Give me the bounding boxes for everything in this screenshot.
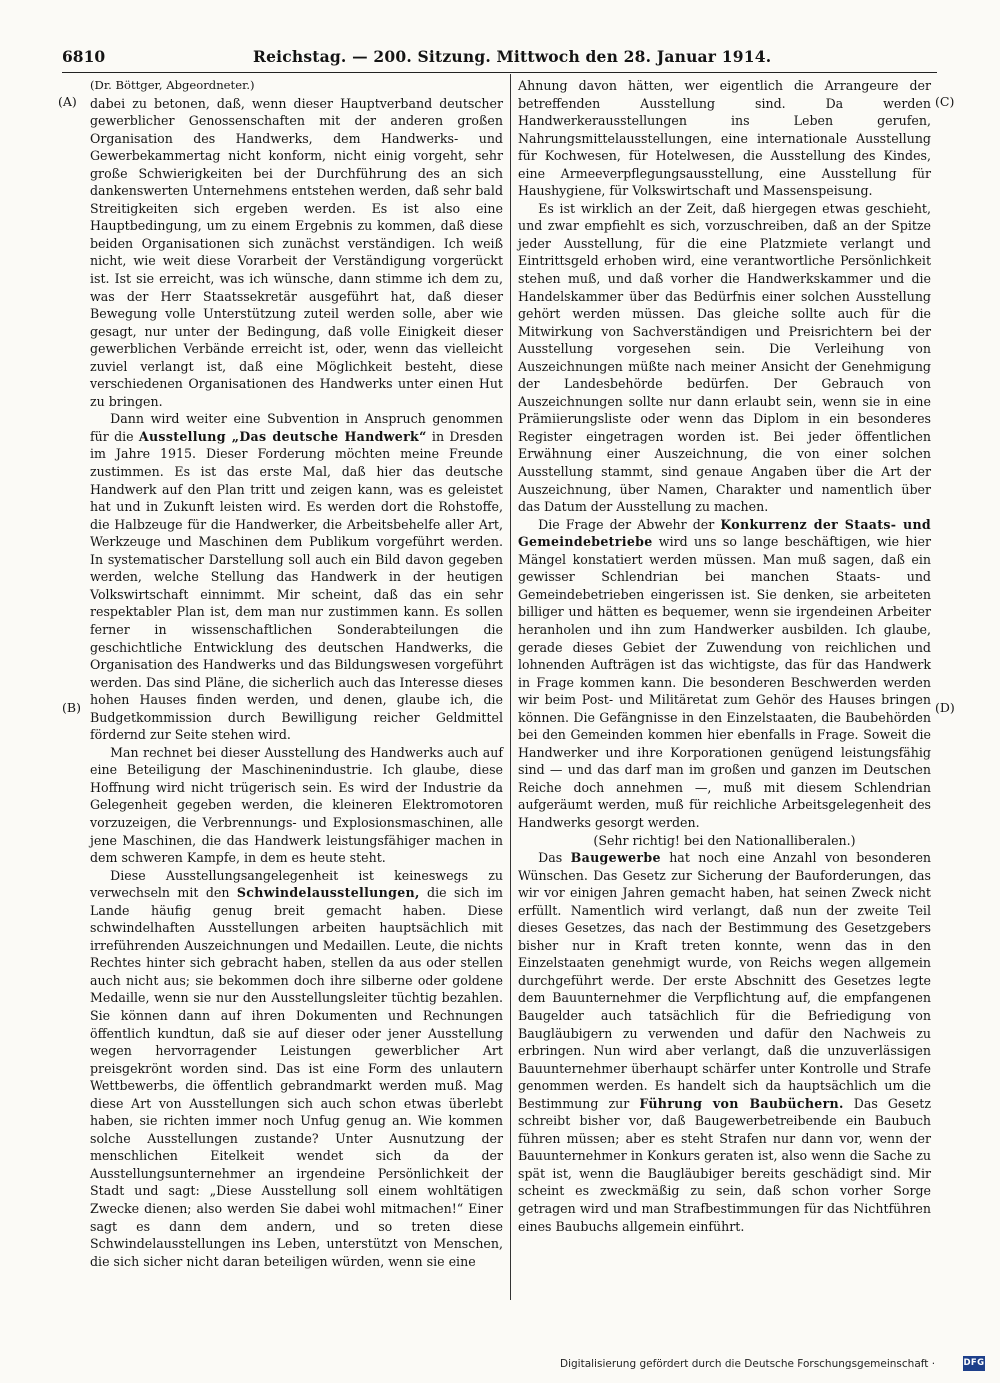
emphasis-swindle-exhibitions: Schwindelausstellungen,: [236, 885, 420, 901]
paragraph: dabei zu betonen, daß, wenn dieser Hauptverband deutscher gewerblicher Genossenschaften mit der anderen großen Organisation des Handwerks, dem Handwerks- und Gewerbekammertag nicht konform, nicht einig vorgeht, sehr große Schwierigkeiten bei der Durchführung des an sich dankenswerten Unternehmens entstehen werden, daß sehr bald Streitigkeiten sich ergeben werden. Es ist also eine Hauptbedingung, um zu einem Ergebnis zu kommen, daß diese beiden Organisationen sich zunächst verständigen. Ich weiß nicht, wie weit diese Vorarbeit der Verständigung vorgerückt ist. Ist sie erreicht, was ich wünsche, dann stimme ich dem zu, was der Herr Staatssekretär ausgeführt hat, daß dieser Bewegung volle Unterstützung zuteil werden solle, aber wie gesagt, nur unter der Bedingung, daß volle Einigkeit dieser gewerblichen Verbände erreicht ist, oder, wenn das vielleicht zuviel verlangt ist, daß eine Möglichkeit besteht, diese verschiedenen Organisationen des Handwerks unter einen Hut zu bringen.: [90, 95, 503, 409]
header-rule: [62, 72, 937, 73]
emphasis-exhibition-title: Ausstellung „Das deutsche Handwerk“: [138, 428, 427, 444]
margin-letter-c: (C): [935, 94, 955, 109]
margin-letter-a: (A): [58, 94, 77, 109]
text-run: wird uns so lange beschäftigen, wie hier Mängel konstatiert werden müssen. Man muß sagen, daß ein gewisser Schlendrian bei manchen Staats- und Gemeindebetrieben eingerissen ist. Sie denken, sie arbeiteten billiger und hätten es bequemer, wenn sie irgendeinen Arbeiter heranholen und ihn zum Handwerker ausbilden. Ich glaube, gerade dieses Gebiet der Zuwendung von reichlichen und lohnenden Aufträgen ist das wichtigste, das für das Handwerk in Frage kommen kann. Die besonderen Beschwerden werden wir beim Post- und Militäretat zum Gehör des Hauses bringen können. Die Gefängnisse in den Einzelstaaten, die Baubehörden bei den Gemeinden kommen hier ebenfalls in Frage. Soweit die Handwerker und ihre Korporationen genügend leistungsfähig sind — und das darf man im großen und ganzen im Deutschen Reiche doch annehmen —, muß mit diesem Schlendrian aufgeräumt werden, muß für reichliche Arbeitsgelegenheit des Handwerks gesorgt werden.: [518, 534, 931, 830]
paragraph: [518, 849, 931, 1235]
paragraph: [90, 867, 503, 1271]
paragraph: Man rechnet bei dieser Ausstellung des Handwerks auch auf eine Beteiligung der Maschinenindustrie. Ich glaube, diese Hoffnung wird nicht trügerisch sein. Es wird der Industrie da Gelegenheit gegeben werden, die kleineren Elektromotoren vorzuzeigen, die Verbrennungs- und Explosionsmaschinen, alle jene Maschinen, die das Handwerk leistungsfähiger machen in dem schweren Kampfe, in dem es heute steht.: [90, 744, 503, 866]
right-column: [518, 77, 931, 1235]
text-run: in Dresden im Jahre 1915. Dieser Forderung möchten meine Freunde zustimmen. Es ist das erste Mal, daß hier das deutsche Handwerk auf den Plan tritt und zeigen kann, was es geleistet hat und in Zukunft leisten wird. Es werden dort die Rohstoffe, die Halbzeuge für die Handwerker, die Arbeitsbehelfe aller Art, Werkzeuge und Maschinen dem Publikum vorgeführt werden. In systematischer Darstellung soll auch ein Bild davon gegeben werden, welche Stellung das Handwerk in der heutigen Volkswirtschaft einnimmt. Mir scheint, daß das ein sehr respektabler Plan ist, dem man nur zustimmen kann. Es sollen ferner in wissenschaftlichen Sonderabteilungen die geschichtliche Entwicklung des deutschen Handwerks, die Organisation des Handwerks und das Bildungswesen vorgeführt werden. Das sind Pläne, die sicherlich auch das Interesse dieses hohen Hauses finden werden, und denen, glaube ich, die Budgetkommission durch Bewilligung reicher Geldmittel fördernd zur Seite stehen wird.: [90, 428, 503, 743]
paragraph: Ahnung davon hätten, wer eigentlich die Arrangeure der betreffenden Ausstellung sind. Da werden Handwerkerausstellungen ins Leben gerufen, Nahrungsmittelausstellungen, eine internationale Ausstellung für Kochwesen, für Hotelwesen, die Ausstellung des Kindes, eine Armeeverpflegungsausstellung, eine Ausstellung für Haushygiene, für Volkswirtschaft und Massenspeisung.: [518, 78, 931, 199]
emphasis-construction-books: Führung von Baubüchern.: [639, 1095, 844, 1111]
page-number: 6810: [62, 47, 106, 66]
page-header: [62, 46, 937, 68]
text-run: Das Gesetz schreibt bisher vor, daß Baugewerbetreibende ein Baubuch führen müssen; aber es steht Strafen nur dann vor, wenn der Bauunternehmer in Konkurs geraten ist, also wenn die Sache zu spät ist, wenn die Baugläubiger bereits geschädigt sind. Mir scheint es zweckmäßig zu sein, daß schon vorher Sorge getragen wird und man Strafbestimmungen für das Nichtführen eines Baubuchs allgemein einführt.: [518, 1095, 931, 1234]
margin-letter-b: (B): [62, 700, 81, 715]
text-run: Das: [538, 850, 571, 866]
footer-credit: [560, 1355, 987, 1373]
text-run: Dann wird weiter eine Subvention in Anspruch genommen für die: [90, 411, 503, 444]
column-divider: [510, 74, 511, 1300]
text-run: Diese Ausstellungsangelegenheit ist keineswegs zu verwechseln mit den: [90, 867, 503, 901]
speaker-note: (Dr. Böttger, Abgeordneter.): [90, 78, 255, 92]
dfg-logo-icon: DFG: [963, 1356, 985, 1371]
text-run: Die Frage der Abwehr der: [538, 516, 721, 532]
paragraph: Es ist wirklich an der Zeit, daß hiergegen etwas geschieht, und zwar empfiehlt es sich, vorzuschreiben, daß an der Spitze jeder Ausstellung, für die eine Platzmiete verlangt und Eintrittsgeld erhoben wird, eine verantwortliche Persönlichkeit stehen muß, und daß vorher die Handwerkskammer und die Handelskammer über das Bedürfnis einer solchen Ausstellung gehört werden müssen. Das gleiche sollte auch für die Mitwirkung von Sachverständigen und Preisrichtern bei der Ausstellung vorgesehen sein. Die Verleihung von Auszeichnungen müßte nach meiner Ansicht der Genehmigung der Landesbehörde bedürfen. Der Gebrauch von Auszeichnungen sollte nur dann erlaubt sein, wenn sie in eine Prämiierungsliste oder wenn das Diplom in ein besonderes Register eingetragen worden ist. Bei jeder öffentlichen Erwähnung einer Auszeichnung, die von einer solchen Ausstellung stammt, sind genaue Angaben über die Art der Auszeichnung, über Namen, Charakter und namentlich über das Datum der Ausstellung zu machen.: [518, 200, 931, 515]
emphasis-state-competition: Konkurrenz der Staats- und Gemeindebetriebe: [518, 516, 932, 550]
text-run: die sich im Lande häufig genug breit gemacht haben. Diese schwindelhaften Ausstellungen arbeiten hauptsächlich mit irreführenden Auszeichnungen und Medaillen. Leute, die nichts Rechtes hinter sich gebracht haben, stellen da aus oder stellen auch nicht aus; sie bekommen doch ihre silberne oder goldene Medaille, wenn sie nur den Ausstellungsleiter tüchtig bezahlen. Sie können dann auf ihren Dokumenten und Rechnungen öffentlich kundtun, daß sie auf dieser oder jener Ausstellung wegen hervorragender Leistungen gewerblicher Art preisgekrönt worden sind. Das ist eine Form des unlautern Wettbewerbs, die öffentlich gebrandmarkt werden muß. Mag diese Art von Ausstellungen sich auch schon etwas überlebt haben, sie richten immer noch Unfug genug an. Wie kommen solche Ausstellungen zustande? Unter Ausnutzung der menschlichen Eitelkeit wendet sich da der Ausstellungsunternehmer an irgendeine Persönlichkeit der Stadt und sagt: „Diese Ausstellung soll einem wohltätigen Zwecke dienen; also werden Sie dabei wohl mitmachen!“ Einer sagt es dann dem andern, und so treten diese Schwindelausstellungen ins Leben, unterstützt von Menschen, die sich sicher nicht daran beteiligen würden, wenn sie eine: [90, 885, 503, 1269]
paragraph: [90, 410, 503, 743]
paragraph: [518, 516, 931, 832]
footer-text: Digitalisierung gefördert durch die Deutsche Forschungsgemeinschaft ·: [560, 1358, 936, 1370]
interjection: (Sehr richtig! bei den Nationalliberalen.): [593, 832, 856, 848]
left-column: [90, 77, 503, 1270]
margin-letter-d: (D): [935, 700, 955, 715]
running-head: Reichstag. — 200. Sitzung. Mittwoch den 28. Januar 1914.: [253, 47, 772, 66]
emphasis-construction-trade: Baugewerbe: [570, 850, 661, 866]
text-run: hat noch eine Anzahl von besonderen Wünschen. Das Gesetz zur Sicherung der Bauforderungen, das wir vor einigen Jahren gemacht haben, hat seinen Zweck nicht erfüllt. Namentlich wird verlangt, daß nun der zweite Teil dieses Gesetzes, das nach der Bestimmung des Gesetzgebers bisher nur in Kraft treten konnte, wenn das in den Einzelstaaten genehmigt wurde, von Reichs wegen allgemein durchgeführt werde. Der erste Abschnitt des Gesetzes legte dem Bauunternehmer die Verpflichtung auf, die empfangenen Baugelder auch tatsächlich für die Befriedigung von Baugläubigern zu verwenden und dafür den Nachweis zu erbringen. Nun wird aber verlangt, daß die unzuverlässigen Bauunternehmer überhaupt schärfer unter Kontrolle und Strafe genommen werden. Es handelt sich da hauptsächlich um die Bestimmung zur: [518, 850, 932, 1111]
